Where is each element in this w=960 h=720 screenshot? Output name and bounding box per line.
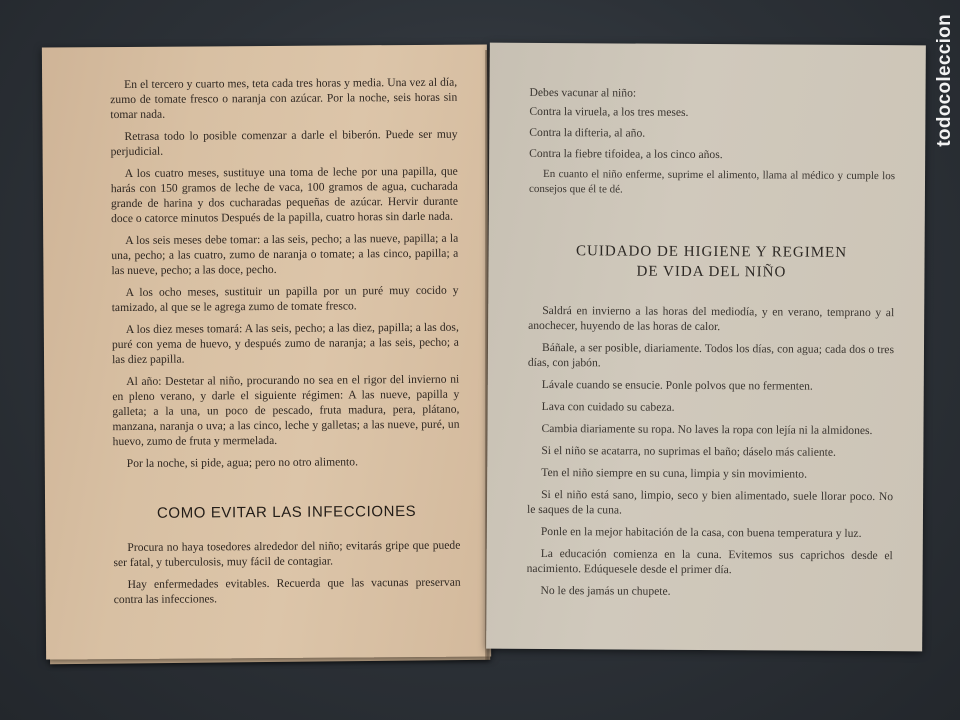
title-line-2: DE VIDA DEL NIÑO xyxy=(636,263,787,281)
paragraph-cold: Si el niño se acatarra, no suprimas el baño; dáselo más caliente. xyxy=(541,443,836,459)
section-title-hygiene xyxy=(528,241,894,283)
left-page xyxy=(42,44,491,659)
paragraph-healthy: Si el niño está sano, limpio, seco y bien alimentado, suele llorar poco. No le saques de la cuna. xyxy=(526,487,894,517)
paragraph-bath: Báñale, a ser posible, diariamente. Todos los días, con agua; cada dos o tres días, con jabón. xyxy=(527,340,895,370)
vaccine-intro: Debes vacunar al niño: xyxy=(529,85,637,100)
paragraph-four-months: A los cuatro meses, sustituye una toma de leche por una papilla, que harás con 150 gramos de leche de vaca, 100 gramos de agua, cucharada grande de harina y dos cucharadas pequeñas de azúcar. Hervir durante doce o catorce minutos Después de la papilla, cuatro horas sin darle nada. xyxy=(110,164,458,226)
paragraph-outings: Saldrá en invierno a las horas del mediodía, y en verano, temprano y al anochecer, huyendo de las horas de calor. xyxy=(528,303,895,334)
paragraph-head: Lava con cuidado su cabeza. xyxy=(541,399,675,414)
vaccine-item-typhoid: Contra la fiebre tifoidea, a los cinco años. xyxy=(529,146,723,162)
paragraph-room: Ponle en la mejor habitación de la casa, con buena temperatura y luz. xyxy=(540,524,862,540)
vaccine-item-smallpox: Contra la viruela, a los tres meses. xyxy=(529,104,689,119)
paragraph-third-fourth-month: En el tercero y cuarto mes, teta cada tres horas y media. Una vez al día, zumo de tomate fresco o naranja con azúcar. Por la noche, seis horas sin tomar nada. xyxy=(110,75,458,122)
paragraph-wash: Lávale cuando se ensucie. Ponle polvos que no fermenten. xyxy=(541,377,813,393)
paragraph-coughers: Procura no haya tosedores alrededor del niño; evitarás gripe que puede ser fatal, y tuberculosis, muy fácil de contagiar. xyxy=(113,538,461,570)
section-title-infections: COMO EVITAR LAS INFECCIONES xyxy=(156,502,417,522)
paragraph-bottle: Retrasa todo lo posible comenzar a darle el biberón. Puede ser muy perjudicial. xyxy=(110,127,458,159)
watermark-logo: todocoleccion xyxy=(934,14,955,147)
paragraph-clothes: Cambia diariamente su ropa. No laves la ropa con lejía ni la almidones. xyxy=(541,421,873,438)
paragraph-one-year: Al año: Destetar al niño, procurando no sea en el rigor del invierno ni en pleno verano, y darle el siguiente régimen: A las nueve, papilla y galleta; a la una, un poco de pescado, fruta madura, pera, plátano, manzana, naranja o uva; a las cinco, leche y galletas; a las nueve, puré, un huevo, zumo de fruta y mermelada. xyxy=(112,372,460,449)
title-line-1: CUIDADO DE HIGIENE Y REGIMEN xyxy=(576,243,848,261)
right-page xyxy=(486,43,926,652)
paragraph-education: La educación comienza en la cuna. Evitemos sus caprichos desde el nacimiento. Edúquesele desde el primer día. xyxy=(526,546,893,577)
paragraph-night: Por la noche, si pide, agua; pero no otro alimento. xyxy=(126,455,359,470)
paragraph-pacifier: No le des jamás un chupete. xyxy=(540,583,671,598)
paragraph-ten-months: A los diez meses tomará: A las seis, pecho; a las diez, papilla; a las dos, puré con yema de huevo, y después zumo de naranja; a las seis, pecho; a las diez papilla. xyxy=(111,320,459,367)
paragraph-cradle: Ten el niño siempre en su cuna, limpia y sin movimiento. xyxy=(541,465,808,481)
paragraph-vaccines: Hay enfermedades evitables. Recuerda que las vacunas preservan contra las infecciones. xyxy=(113,575,461,607)
paragraph-six-months: A los seis meses debe tomar: a las seis, pecho; a las nueve, papilla; a la una, pecho; a las cuatro, zumo de naranja o tomate; a las cinco, papilla; a las nueve, pecho; a las doce, pecho. xyxy=(111,231,459,278)
paragraph-sick-child: En cuanto el niño enferme, suprime el alimento, llama al médico y cumple los consejos que él te dé. xyxy=(528,168,896,196)
vaccine-item-diphtheria: Contra la difteria, al año. xyxy=(529,125,646,140)
paragraph-eight-months: A los ocho meses, sustituir un papilla por un puré muy cocido y tamizado, al que se le agrega zumo de tomate fresco. xyxy=(111,283,459,315)
